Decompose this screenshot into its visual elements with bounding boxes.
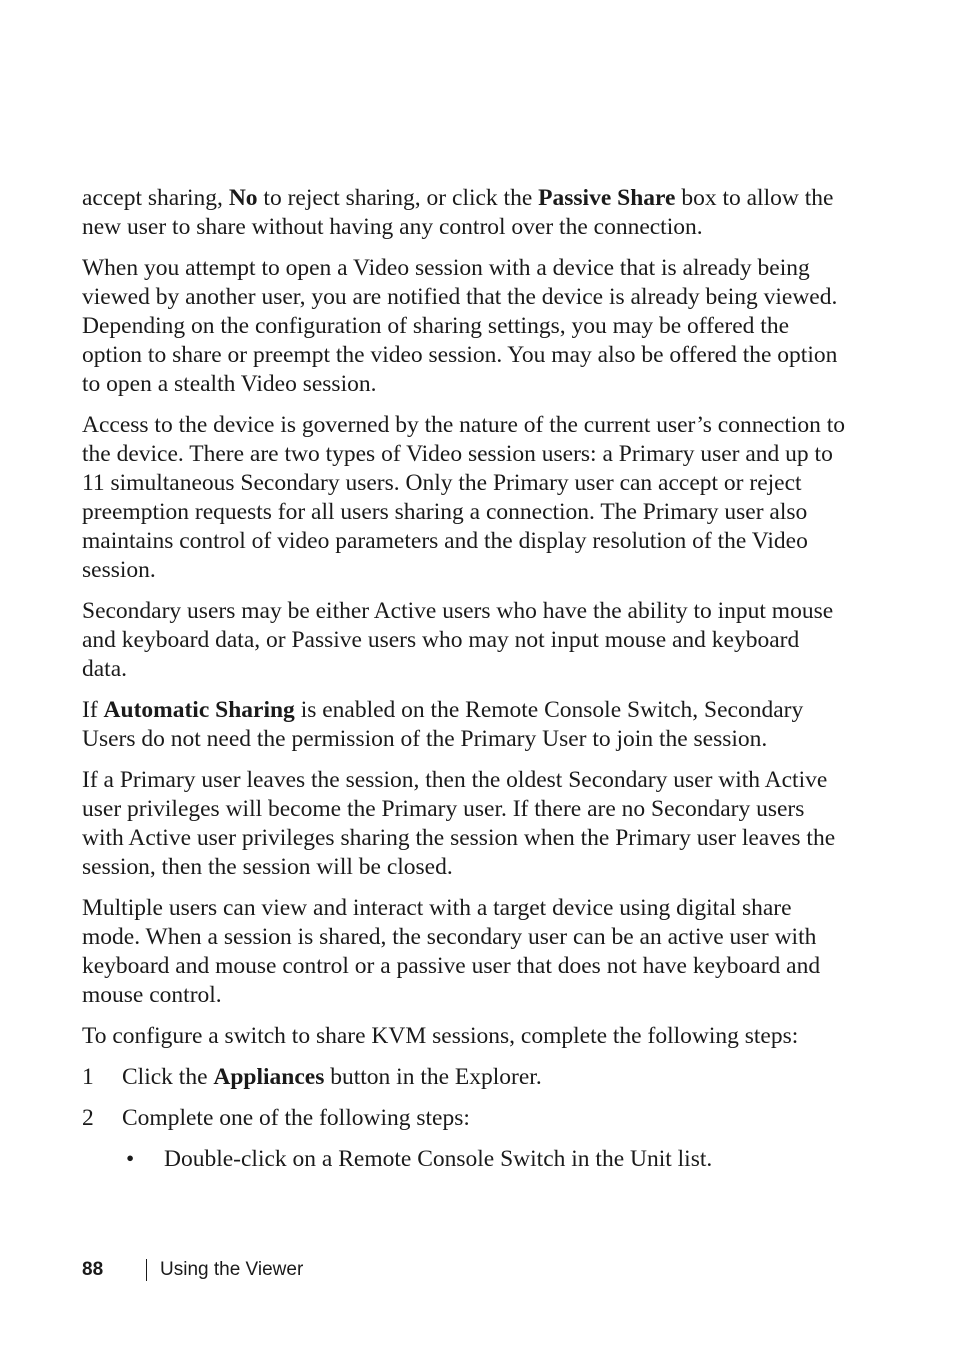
step-1 xyxy=(82,1063,850,1092)
text-run: accept sharing, xyxy=(82,185,229,211)
bullet-item xyxy=(82,1145,850,1174)
page-body xyxy=(82,184,850,1186)
paragraph-configure: To configure a switch to share KVM sessions, complete the following steps: xyxy=(82,1023,799,1049)
text-run: box to allow the new user to share without having any control over the connection. xyxy=(82,185,834,240)
text-run: is enabled on the Remote Console Switch, Secondary Users do not need the permission of the Primary User to join the session. xyxy=(82,697,804,752)
paragraph-secondary-users: Secondary users may be either Active users who have the ability to input mouse and keyboard data, or Passive users who may not input mouse and keyboard data. xyxy=(82,598,834,682)
bullet-icon: • xyxy=(126,1146,135,1172)
step-2 xyxy=(82,1104,850,1133)
paragraph-digital-share: Multiple users can view and interact with a target device using digital share mode. When a session is shared, the secondary user can be an active user with keyboard and mouse control or a passive user that does not have keyboard and mouse control. xyxy=(82,895,821,1008)
paragraph-access: Access to the device is governed by the nature of the current user’s connection to the device. There are two types of Video session users: a Primary user and up to 11 simultaneous Secondary users. Only the Primary user can accept or reject preemption requests for all users sharing a connection. The Primary user also maintains control of video parameters and the display resolution of the Video session. xyxy=(82,412,846,583)
text-run: If xyxy=(82,697,104,723)
paragraph-automatic-sharing xyxy=(82,696,850,754)
step-number: 2 xyxy=(82,1105,94,1131)
paragraph-video-session: When you attempt to open a Video session with a device that is already being viewed by another user, you are notified that the device is already being viewed. Depending on the configuration of sharing settings, you may be offered the option to share or preempt the video session. You may also be offered the option to open a stealth Video session. xyxy=(82,255,838,397)
text-run: to reject sharing, or click the xyxy=(257,185,539,211)
bold-passive-share: Passive Share xyxy=(538,185,676,211)
bold-automatic-sharing: Automatic Sharing xyxy=(103,697,295,723)
text-run: Click the xyxy=(122,1064,214,1090)
paragraph-passive-share xyxy=(82,184,850,242)
section-title: Using the Viewer xyxy=(160,1259,304,1280)
paragraph-primary-leaves: If a Primary user leaves the session, then the oldest Secondary user with Active user privileges will become the Primary user. If there are no Secondary users with Active user privileges sharing the session when the Primary user leaves the session, then the session will be closed. xyxy=(82,767,836,880)
bullet-text: Double-click on a Remote Console Switch in the Unit list. xyxy=(164,1146,713,1172)
bold-appliances: Appliances xyxy=(213,1064,325,1090)
footer-divider xyxy=(146,1259,147,1281)
bold-no: No xyxy=(228,185,258,211)
step-text: Complete one of the following steps: xyxy=(122,1105,470,1131)
step-number: 1 xyxy=(82,1064,94,1090)
page-number: 88 xyxy=(82,1259,104,1280)
page-footer xyxy=(82,1258,303,1282)
text-run: button in the Explorer. xyxy=(324,1064,542,1090)
